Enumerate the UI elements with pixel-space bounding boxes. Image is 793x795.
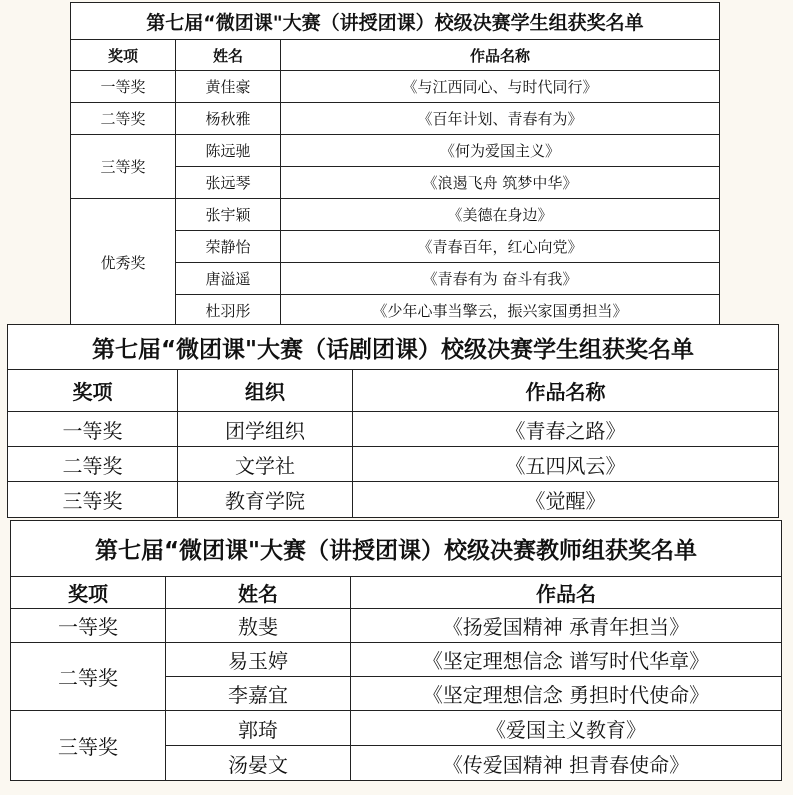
name-cell: 陈远驰 — [176, 135, 281, 167]
table-row — [8, 447, 779, 482]
work-cell: 《坚定理想信念 谱写时代华章》 — [351, 643, 782, 677]
name-cell: 郭琦 — [166, 711, 351, 746]
work-cell: 《爱国主义教育》 — [351, 711, 782, 746]
table-row — [11, 643, 782, 677]
header-award: 奖项 — [8, 370, 178, 412]
name-cell: 李嘉宜 — [166, 677, 351, 711]
award-cell: 二等奖 — [71, 103, 176, 135]
work-cell: 《青春有为 奋斗有我》 — [281, 263, 720, 295]
header-work: 作品名 — [351, 577, 782, 609]
name-cell: 汤晏文 — [166, 746, 351, 781]
student-lecture-awards-table — [70, 2, 720, 325]
award-cell: 三等奖 — [71, 135, 176, 199]
table-row — [11, 609, 782, 643]
header-award: 奖项 — [71, 40, 176, 71]
award-cell: 三等奖 — [8, 482, 178, 518]
work-cell: 《五四风云》 — [353, 447, 779, 482]
org-cell: 文学社 — [178, 447, 353, 482]
work-cell: 《何为爱国主义》 — [281, 135, 720, 167]
header-name: 姓名 — [176, 40, 281, 71]
work-cell: 《觉醒》 — [353, 482, 779, 518]
table-title: 第七届“微团课"大赛（话剧团课）校级决赛学生组获奖名单 — [8, 325, 779, 370]
name-cell: 杜羽彤 — [176, 295, 281, 326]
teacher-lecture-awards-table — [10, 520, 782, 780]
work-cell: 《青春之路》 — [353, 412, 779, 447]
award-cell: 一等奖 — [11, 609, 166, 643]
table-row — [11, 711, 782, 746]
work-cell: 《坚定理想信念 勇担时代使命》 — [351, 677, 782, 711]
header-work: 作品名称 — [281, 40, 720, 71]
work-cell: 《美德在身边》 — [281, 199, 720, 231]
work-cell: 《少年心事当擎云，振兴家国勇担当》 — [281, 295, 720, 326]
org-cell: 团学组织 — [178, 412, 353, 447]
name-cell: 易玉婷 — [166, 643, 351, 677]
work-cell: 《与江西同心、与时代同行》 — [281, 71, 720, 103]
header-name: 姓名 — [166, 577, 351, 609]
name-cell: 张远琴 — [176, 167, 281, 199]
award-cell: 一等奖 — [8, 412, 178, 447]
table-row — [71, 135, 720, 167]
student-drama-awards-table — [7, 324, 779, 518]
table-title: 第七届“微团课"大赛（讲授团课）校级决赛教师组获奖名单 — [11, 521, 782, 577]
header-award: 奖项 — [11, 577, 166, 609]
award-cell: 二等奖 — [8, 447, 178, 482]
table-title: 第七届“微团课"大赛（讲授团课）校级决赛学生组获奖名单 — [71, 3, 720, 40]
work-cell: 《浪遏飞舟 筑梦中华》 — [281, 167, 720, 199]
name-cell: 黄佳豪 — [176, 71, 281, 103]
work-cell: 《扬爱国精神 承青年担当》 — [351, 609, 782, 643]
table-row — [8, 412, 779, 447]
work-cell: 《传爱国精神 担青春使命》 — [351, 746, 782, 781]
work-cell: 《百年计划、青春有为》 — [281, 103, 720, 135]
name-cell: 荣静怡 — [176, 231, 281, 263]
org-cell: 教育学院 — [178, 482, 353, 518]
award-cell: 三等奖 — [11, 711, 166, 781]
header-work: 作品名称 — [353, 370, 779, 412]
table-row — [71, 199, 720, 231]
name-cell: 唐溢遥 — [176, 263, 281, 295]
name-cell: 杨秋雅 — [176, 103, 281, 135]
table-row — [71, 71, 720, 103]
award-cell: 二等奖 — [11, 643, 166, 711]
table-row — [8, 482, 779, 518]
name-cell: 敖斐 — [166, 609, 351, 643]
name-cell: 张宇颖 — [176, 199, 281, 231]
award-cell: 优秀奖 — [71, 199, 176, 326]
table-row — [71, 103, 720, 135]
award-cell: 一等奖 — [71, 71, 176, 103]
work-cell: 《青春百年，红心向党》 — [281, 231, 720, 263]
header-org: 组织 — [178, 370, 353, 412]
